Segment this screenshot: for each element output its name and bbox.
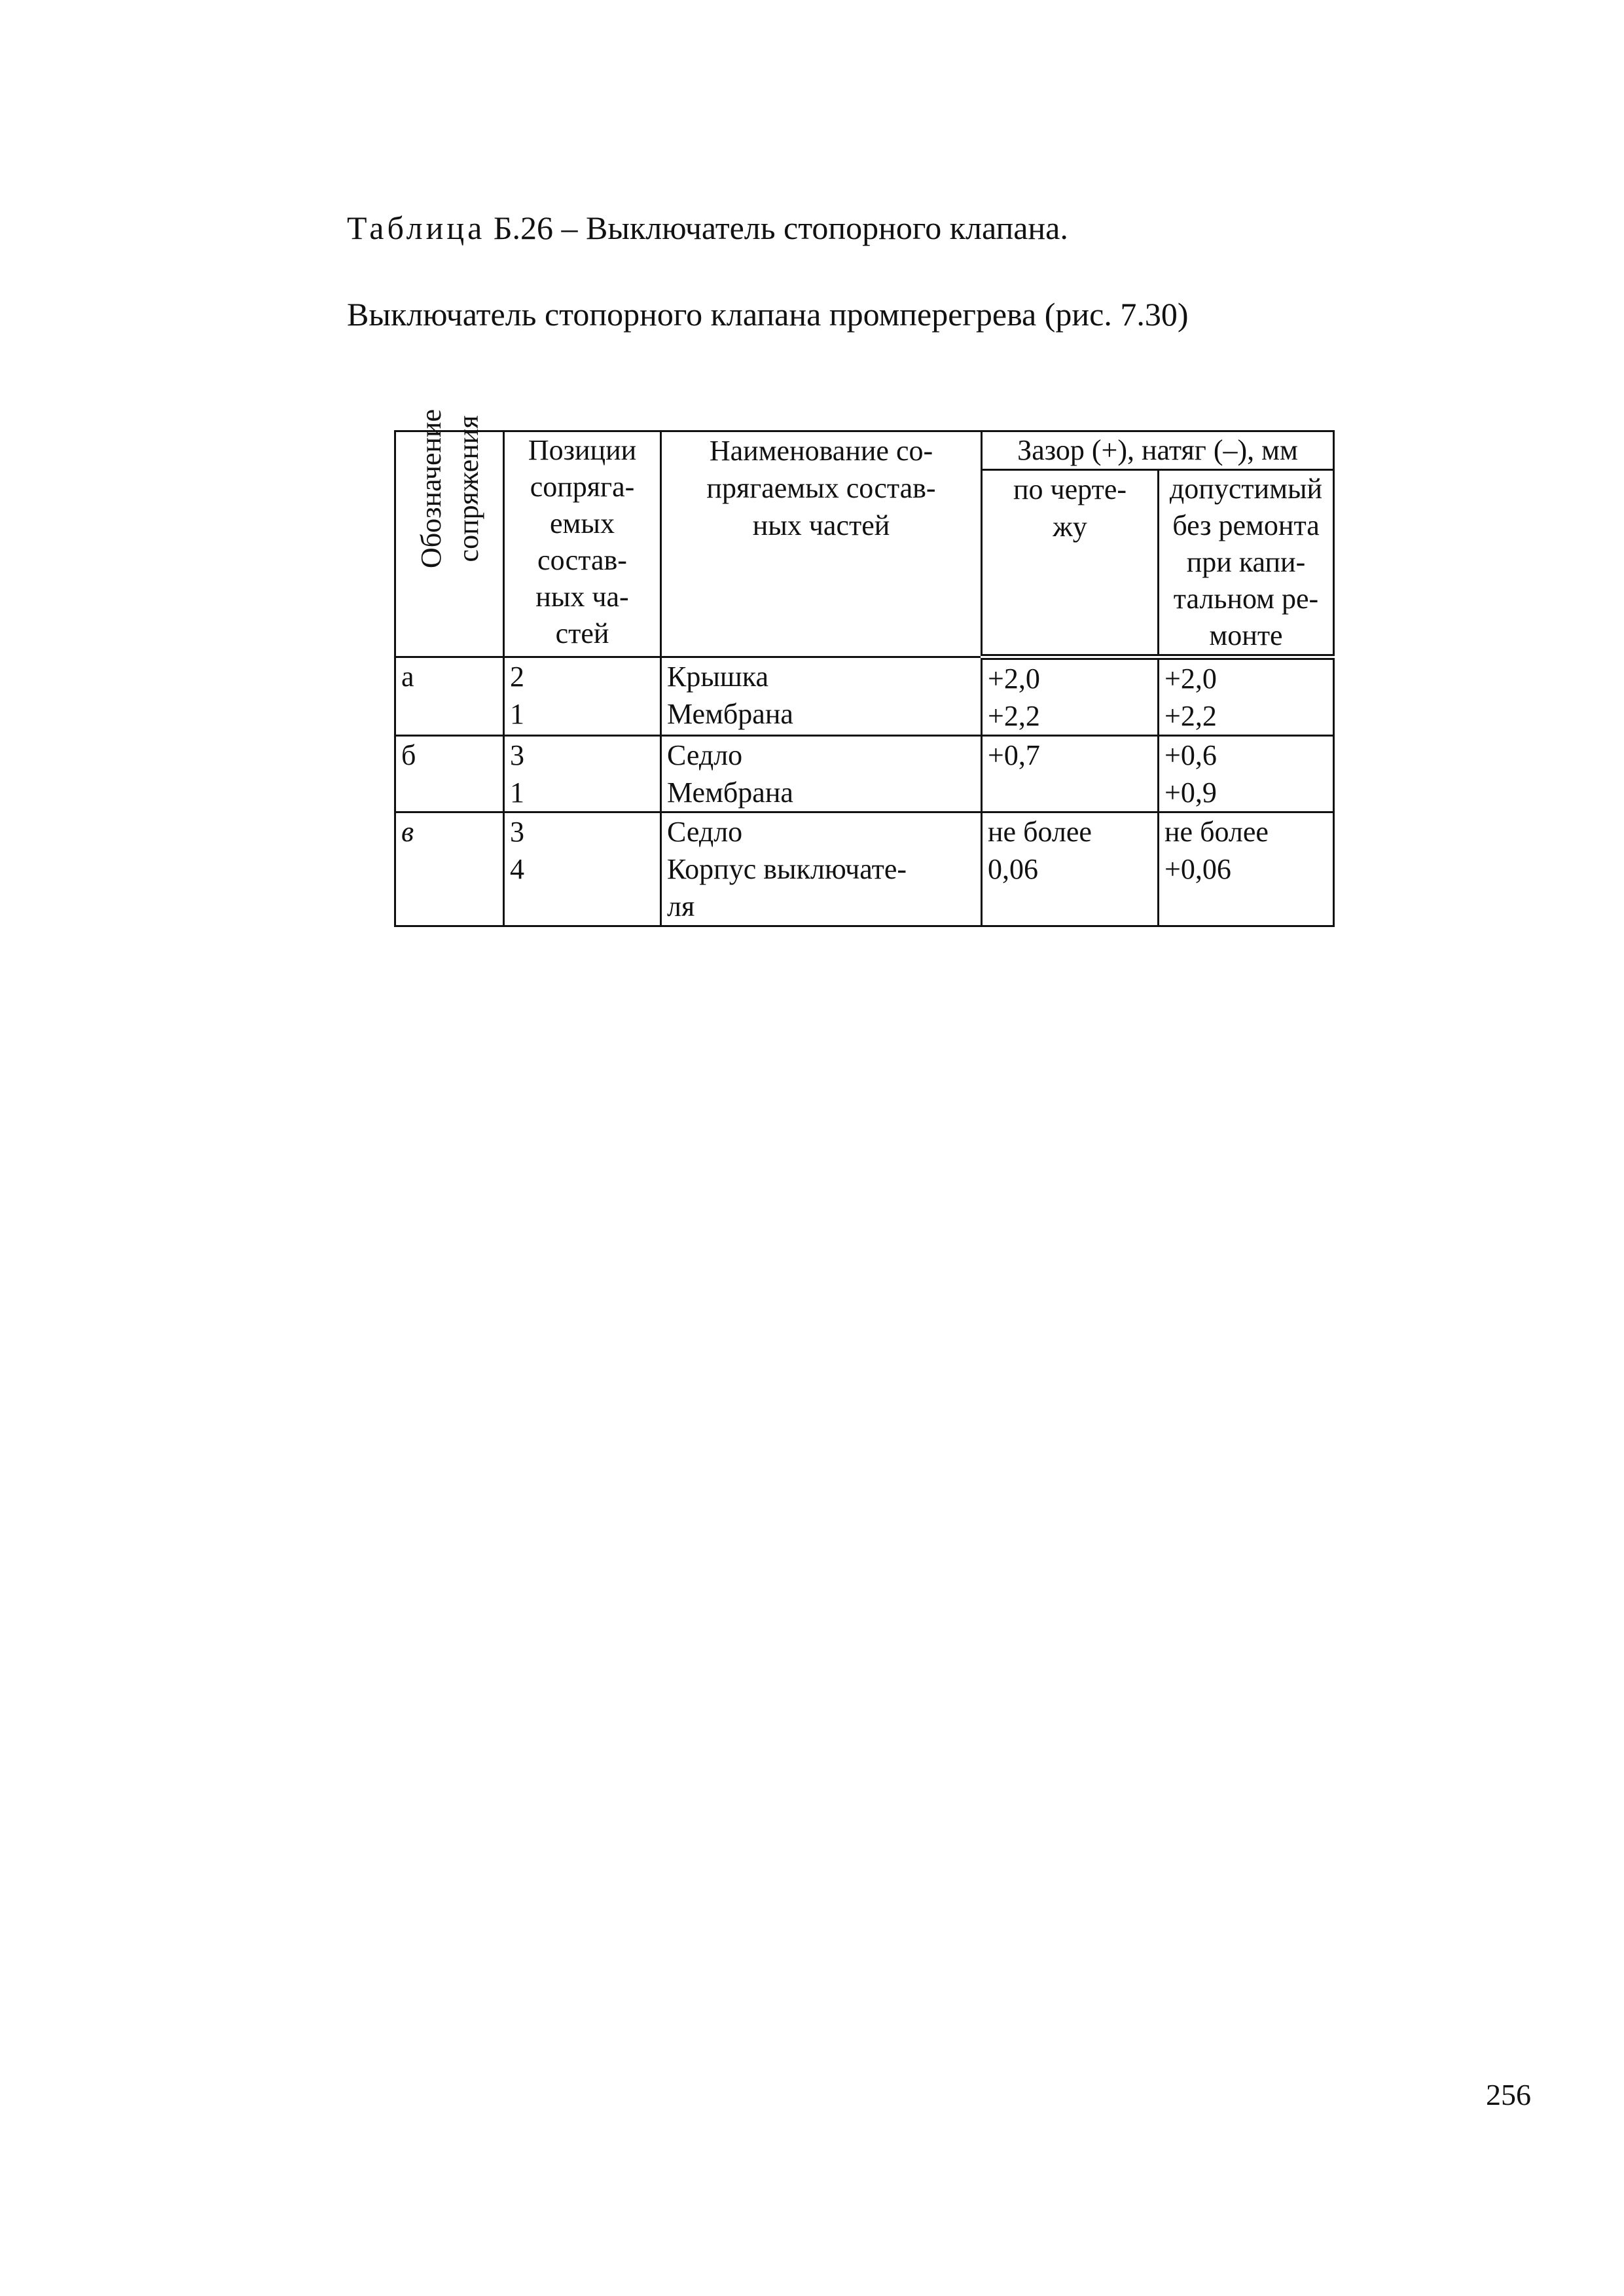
header-name-line: Наименование со- xyxy=(709,435,933,467)
header-positions-line: сопряга- xyxy=(530,471,635,503)
header-allowed-line: без ремонта xyxy=(1172,509,1320,541)
row-designation: б xyxy=(395,736,504,812)
row-positions xyxy=(504,657,661,736)
row-positions xyxy=(504,812,661,926)
row-by-drawing xyxy=(982,736,1159,812)
header-allowed-line: монте xyxy=(1209,619,1283,651)
cell-line: не более xyxy=(988,816,1092,848)
row-allowed xyxy=(1159,812,1334,926)
cell-line: 1 xyxy=(510,698,524,730)
header-allowed-line: при капи- xyxy=(1186,546,1306,578)
cell-line: Седло xyxy=(667,816,743,848)
header-by-drawing-line: по черте- xyxy=(1013,473,1127,505)
header-name-line: прягаемых состав- xyxy=(706,472,936,504)
row-by-drawing xyxy=(982,812,1159,926)
header-positions-line: емых xyxy=(550,507,615,539)
cell-line: 3 xyxy=(510,739,524,771)
header-positions-line: Позиции xyxy=(528,434,637,466)
cell-line: 3 xyxy=(510,816,524,848)
cell-line: +2,0 xyxy=(1164,663,1217,695)
row-allowed xyxy=(1159,657,1334,736)
header-name-line: ных частей xyxy=(752,509,890,541)
header-positions xyxy=(504,431,661,657)
table-row xyxy=(395,812,1334,926)
header-designation xyxy=(395,409,504,657)
table-caption xyxy=(347,207,1068,249)
table-subcaption: Выключатель стопорного клапана промперегрева (рис. 7.30) xyxy=(347,296,1189,333)
row-designation: а xyxy=(395,657,504,736)
cell-line: не более xyxy=(1164,816,1269,848)
cell-line: +0,06 xyxy=(1164,853,1231,885)
table-row xyxy=(395,657,1334,736)
cell-line: +2,2 xyxy=(1164,700,1217,732)
header-allowed xyxy=(1159,470,1334,657)
header-designation-line2: сопряжения xyxy=(452,415,484,562)
header-part-names xyxy=(661,431,982,657)
cell-line: 0,06 xyxy=(988,853,1038,885)
cell-line: +0,6 xyxy=(1164,739,1217,771)
header-allowed-line: тальном ре- xyxy=(1173,583,1319,615)
row-designation: в xyxy=(395,812,504,926)
row-names xyxy=(661,657,982,736)
header-positions-line: стей xyxy=(555,617,609,649)
row-positions xyxy=(504,736,661,812)
table-row xyxy=(395,736,1334,812)
mating-parts-table xyxy=(394,409,1335,927)
row-by-drawing xyxy=(982,657,1159,736)
header-clearance-group: Зазор (+), натяг (–), мм xyxy=(982,431,1334,470)
cell-line: +2,2 xyxy=(988,700,1040,732)
cell-line: ля xyxy=(667,890,695,922)
row-names xyxy=(661,812,982,926)
table-caption-label: Таблица xyxy=(347,210,486,246)
header-positions-line: ных ча- xyxy=(535,581,629,613)
cell-line: Седло xyxy=(667,739,743,771)
cell-line: Корпус выключате- xyxy=(667,853,907,885)
cell-line: +0,7 xyxy=(988,739,1040,771)
cell-line: 1 xyxy=(510,776,524,809)
header-by-drawing-line: жу xyxy=(1053,511,1087,543)
header-designation-line1: Обозначение xyxy=(414,409,447,568)
cell-line: +2,0 xyxy=(988,663,1040,695)
table-caption-text: Б.26 – Выключатель стопорного клапана. xyxy=(485,210,1068,246)
row-names xyxy=(661,736,982,812)
cell-line: Мембрана xyxy=(667,776,793,809)
cell-line: 2 xyxy=(510,661,524,693)
page-number: 256 xyxy=(1486,2078,1531,2111)
header-allowed-line: допустимый xyxy=(1169,473,1323,505)
row-allowed xyxy=(1159,736,1334,812)
cell-line: +0,9 xyxy=(1164,776,1217,809)
header-positions-line: состав- xyxy=(537,544,627,576)
cell-line: 4 xyxy=(510,853,524,885)
header-by-drawing xyxy=(982,470,1159,657)
cell-line: Мембрана xyxy=(667,698,793,730)
cell-line: Крышка xyxy=(667,661,769,693)
